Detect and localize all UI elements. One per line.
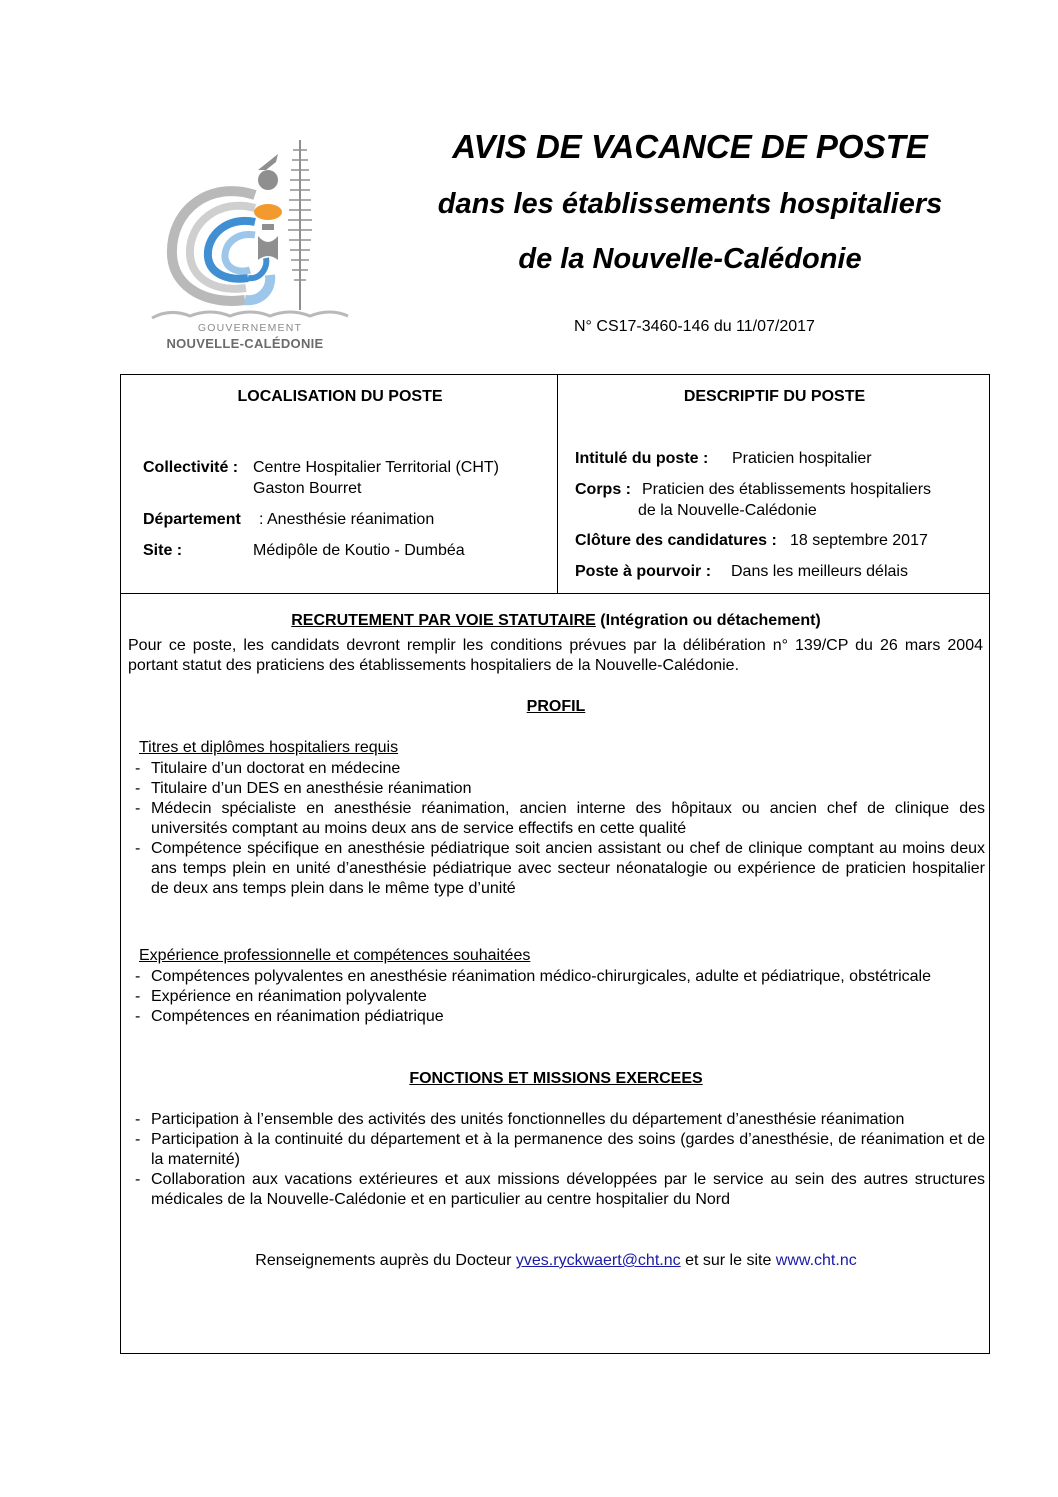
poste-label: Poste à pourvoir : <box>575 563 712 580</box>
recrutement-text: Pour ce poste, les candidats devront remplir les conditions prévues par la délibération n° 139/CP du 26 mars 2004 portant statut des praticiens des établissements hospitaliers de la Nouvelle-Calédonie. <box>128 637 983 674</box>
list-item: - Expérience en réanimation polyvalente <box>135 987 985 1007</box>
list-item: - Titulaire d’un doctorat en médecine <box>135 759 985 779</box>
cloture-value: 18 septembre 2017 <box>790 532 928 549</box>
site-label: Site : <box>143 542 183 559</box>
gouvernement-nouvelle-caledonie-logo-icon <box>150 140 350 320</box>
list-item: - Compétences en réanimation pédiatrique <box>135 1007 985 1027</box>
list-item: - Participation à l’ensemble des activités des unités fonctionnelles du département d’anesthésie réanimation <box>135 1110 985 1130</box>
website-link[interactable]: www.cht.nc <box>775 1252 857 1269</box>
contact-line <box>121 1252 991 1270</box>
site-value: Médipôle de Koutio - Dumbéa <box>253 542 465 559</box>
titres-heading: Titres et diplômes hospitaliers requis <box>139 739 399 756</box>
profil-heading-text: PROFIL <box>526 698 586 715</box>
cloture-label: Clôture des candidatures : <box>575 532 777 549</box>
reference-number: N° CS17-3460-146 du 11/07/2017 <box>574 318 815 335</box>
fonctions-heading-text: FONCTIONS ET MISSIONS EXERCEES <box>409 1070 703 1087</box>
experience-heading: Expérience professionnelle et compétences souhaitées <box>139 947 531 964</box>
localisation-heading: LOCALISATION DU POSTE <box>237 388 443 405</box>
collectivite-value-line1: Centre Hospitalier Territorial (CHT) <box>253 459 499 476</box>
recrutement-heading <box>121 612 991 630</box>
localisation-box <box>120 374 558 594</box>
recrutement-heading-text: RECRUTEMENT PAR VOIE STATUTAIRE <box>291 612 596 629</box>
descriptif-box <box>557 374 990 594</box>
collectivite-label: Collectivité : <box>143 459 239 476</box>
departement-value: : Anesthésie réanimation <box>259 511 435 528</box>
descriptif-heading: DESCRIPTIF DU POSTE <box>683 388 866 405</box>
recrutement-heading-suffix: (Intégration ou détachement) <box>600 612 821 629</box>
page-subtitle-line2: de la Nouvelle-Calédonie <box>518 243 862 275</box>
corps-value-line1: Praticien des établissements hospitaliers <box>642 481 932 498</box>
corps-label: Corps : <box>575 481 631 498</box>
logo-line-nouvelle-caledonie: NOUVELLE-CALÉDONIE <box>166 336 324 351</box>
departement-label: Département <box>143 511 241 528</box>
intitule-label: Intitulé du poste : <box>575 450 709 467</box>
list-item: - Médecin spécialiste en anesthésie réanimation, ancien interne des hôpitaux ou ancien chef de clinique des universités comptant au moins deux ans de service effectifs en cette qualité <box>135 799 985 839</box>
collectivite-value-line2: Gaston Bourret <box>253 480 362 497</box>
corps-value-line2: de la Nouvelle-Calédonie <box>638 502 817 519</box>
intitule-value: Praticien hospitalier <box>732 450 872 467</box>
profil-heading <box>121 698 991 716</box>
page-title: AVIS DE VACANCE DE POSTE <box>452 128 928 165</box>
experience-list <box>135 967 985 1027</box>
page-subtitle-line1: dans les établissements hospitaliers <box>437 188 943 220</box>
government-logo <box>150 140 350 355</box>
contact-email-link[interactable]: yves.ryckwaert@cht.nc <box>515 1252 681 1269</box>
list-item: - Titulaire d’un DES en anesthésie réanimation <box>135 779 985 799</box>
list-item: - Compétences polyvalentes en anesthésie réanimation médico-chirurgicales, adulte et pédiatrique, obstétricale <box>135 967 985 987</box>
contact-middle: et sur le site <box>685 1252 772 1269</box>
contact-prefix: Renseignements auprès du Docteur <box>255 1252 512 1269</box>
list-item: - Collaboration aux vacations extérieures et aux missions développées par le service au sein des autres structures médicales de la Nouvelle-Calédonie et en particulier au centre hospitalier du Nord <box>135 1170 985 1210</box>
logo-line-gouvernement: GOUVERNEMENT <box>197 322 303 334</box>
fonctions-heading <box>121 1070 991 1088</box>
details-box <box>120 593 990 1354</box>
fonctions-list <box>135 1110 985 1210</box>
titres-list <box>135 759 985 899</box>
list-item: - Compétence spécifique en anesthésie pédiatrique soit ancien assistant ou chef de clinique comptant au moins deux ans temps plein en unité d’anesthésie pédiatrique avec secteur néonatalogie ou expérience de praticien hospitalier de deux ans temps plein dans le même type d’unité <box>135 839 985 899</box>
poste-value: Dans les meilleurs délais <box>731 563 908 580</box>
list-item: - Participation à la continuité du département et à la permanence des soins (gardes d’anesthésie, de réanimation et de la maternité) <box>135 1130 985 1170</box>
